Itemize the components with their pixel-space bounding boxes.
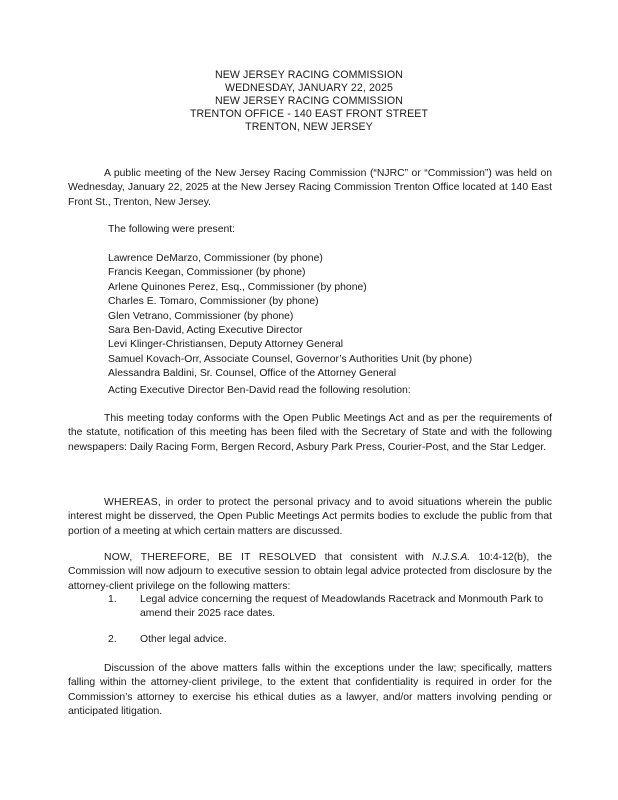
intro-paragraph: A public meeting of the New Jersey Racing Commission (“NJRC” or “Commission”) was held on Wednesday, January 22, 2025 at the New Jersey Racing Commission Trenton Office located at 140 East Front St., Trenton, New Jersey. — [68, 168, 552, 208]
matter-text: Legal advice concerning the request of Meadowlands Racetrack and Monmouth Park to amend their 2025 race dates. — [140, 594, 544, 620]
matter-item — [108, 633, 552, 649]
whereas-lead: WHEREAS, — [104, 497, 162, 508]
whereas-paragraph — [68, 496, 552, 539]
header-line-date: WEDNESDAY, JANUARY 22, 2025 — [225, 82, 393, 95]
resolution-intro: Acting Executive Director Ben-David read the following resolution: — [108, 385, 411, 396]
attendee-list — [108, 252, 472, 382]
attendee-item: Arlene Quinones Perez, Esq., Commissioner (by phone) — [108, 281, 367, 293]
resolved-text-2: 10:4-12(b), the Commission will now adjourn to executive session to obtain legal advice protected from disclosure by the attorney-client privilege on the following matters: — [68, 552, 553, 592]
whereas-text: in order to protect the personal privacy and to avoid situations wherein the public interest might be disserved, the Open Public Meetings Act permits bodies to exclude the public from that portion of a meeting at which certain matters are discussed. — [68, 497, 552, 537]
opma-paragraph: This meeting today conforms with the Open Public Meetings Act and as per the requirements of the statute, notification of this meeting has been filed with the Secretary of State and with the following newspapers: Daily Racing Form, Bergen Record, Asbury Park Press, Courier-Post, and the Star Ledger. — [68, 413, 552, 453]
matter-item — [108, 593, 552, 623]
attendee-item: Lawrence DeMarzo, Commissioner (by phone) — [108, 253, 323, 264]
resolved-lead: NOW, THEREFORE, BE IT RESOLVED — [104, 552, 317, 563]
header-line-office: TRENTON OFFICE - 140 EAST FRONT STREET — [189, 108, 429, 121]
header-line-commission-repeat: NEW JERSEY RACING COMMISSION — [214, 95, 403, 108]
attendee-item: Sara Ben-David, Acting Executive Director — [108, 325, 303, 337]
resolved-paragraph — [68, 551, 552, 594]
attendee-item: Francis Keegan, Commissioner (by phone) — [108, 267, 306, 279]
attendee-item: Glen Vetrano, Commissioner (by phone) — [108, 310, 294, 322]
matter-number: 2. — [108, 634, 117, 645]
attendee-item: Levi Klinger-Christiansen, Deputy Attorney General — [108, 339, 344, 351]
attendee-item: Charles E. Tomaro, Commissioner (by phone) — [108, 296, 319, 308]
attendee-item: Alessandra Baldini, Sr. Counsel, Office of the Attorney General — [108, 368, 397, 380]
document-header — [0, 69, 618, 134]
attendee-item: Samuel Kovach-Orr, Associate Counsel, Governor’s Authorities Unit (by phone) — [108, 353, 473, 365]
resolved-text-1: that consistent with — [316, 552, 433, 563]
statute-citation: N.J.S.A. — [432, 552, 471, 563]
present-heading: The following were present: — [108, 224, 236, 235]
header-line-city: TRENTON, NEW JERSEY — [245, 121, 373, 134]
matter-text: Other legal advice. — [140, 634, 227, 645]
discussion-paragraph: Discussion of the above matters falls within the exceptions under the law; specifically, matters falling within the attorney-client privilege, to the extent that confidentiality is required in order for the Commission’s attorney to exercise his ethical duties as a lawyer, and/or matters involving pending or anticipated litigation. — [68, 663, 552, 717]
matter-number: 1. — [108, 594, 117, 605]
header-line-commission: NEW JERSEY RACING COMMISSION — [214, 69, 403, 81]
